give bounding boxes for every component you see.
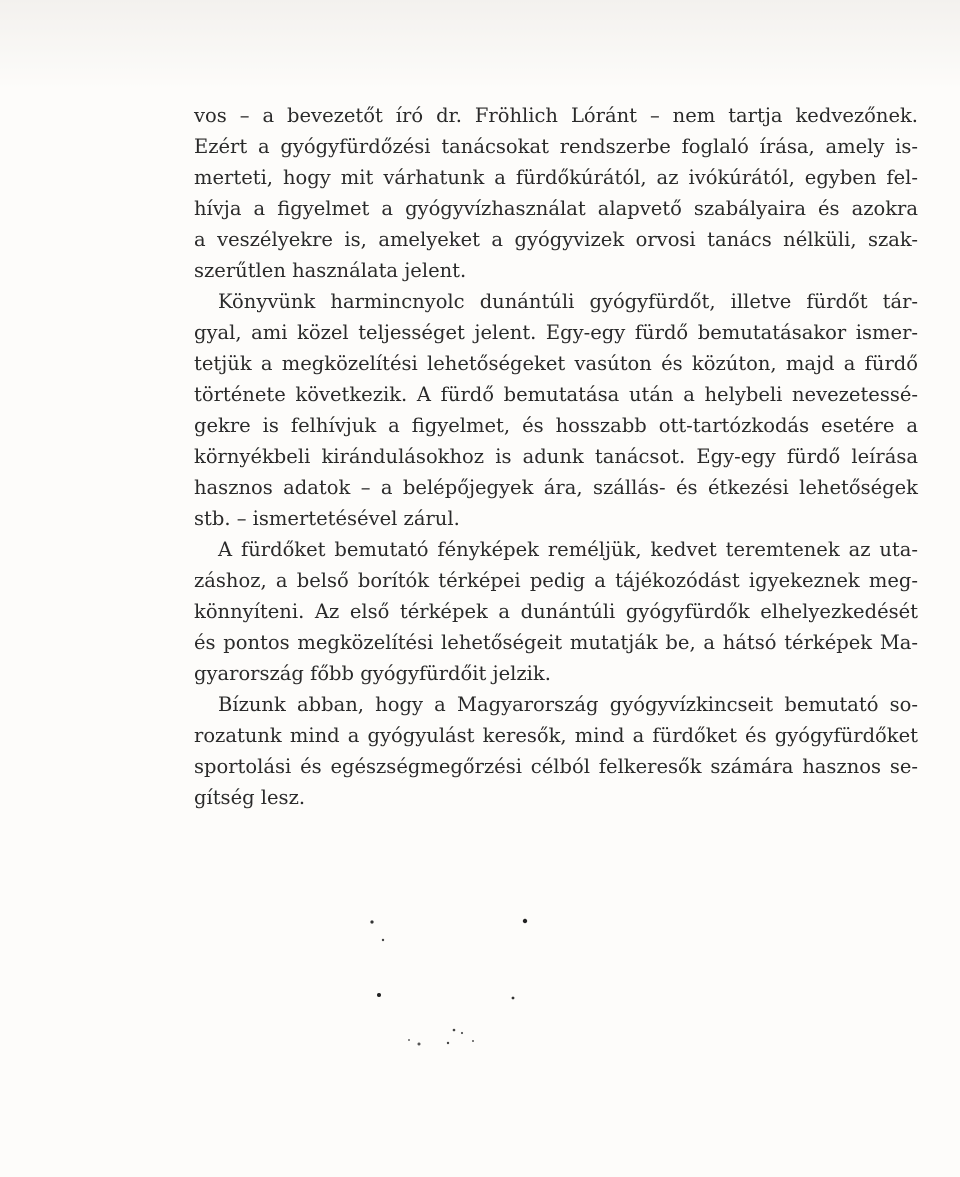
text-line: gyal, ami közel teljességet jelent. Egy-egy fürdő bemutatásakor ismer-	[194, 321, 918, 344]
text-line: gekre is felhívjuk a figyelmet, és hosszabb ott-tartózkodás esetére a	[194, 414, 918, 437]
text-line: a veszélyekre is, amelyeket a gyógyvizek orvosi tanács nélküli, szak-	[194, 228, 918, 251]
text-line: stb. – ismertetésével zárul.	[194, 507, 460, 530]
text-line: záshoz, a belső borítók térképei pedig a tájékozódást igyekeznek meg-	[194, 569, 918, 592]
speck	[453, 1029, 456, 1032]
speck	[447, 1042, 449, 1044]
text-line: Ezért a gyógyfürdőzési tanácsokat rendszerbe foglaló írása, amely is-	[194, 135, 918, 158]
text-line: története következik. A fürdő bemutatása után a helybeli nevezetessé-	[194, 383, 918, 406]
text-line: merteti, hogy mit várhatunk a fürdőkúrától, az ivókúrától, egyben fel-	[194, 166, 918, 189]
text-line: tetjük a megközelítési lehetőségeket vasúton és közúton, majd a fürdő	[194, 352, 918, 375]
text-line: és pontos megközelítési lehetőségeit mutatják be, a hátsó térképek Ma-	[194, 631, 918, 654]
text-line: Bízunk abban, hogy a Magyarország gyógyvízkincseit bemutató so-	[218, 693, 918, 716]
text-line: gyarország főbb gyógyfürdőit jelzik.	[194, 662, 551, 685]
speck	[370, 920, 373, 923]
speck	[523, 919, 527, 923]
text-line: Könyvünk harmincnyolc dunántúli gyógyfürdőt, illetve fürdőt tár-	[218, 290, 918, 313]
speck	[472, 1040, 474, 1042]
speck	[382, 939, 384, 941]
text-line: szerűtlen használata jelent.	[194, 259, 467, 282]
text-line: hívja a figyelmet a gyógyvízhasználat alapvető szabályaira és azokra	[194, 197, 918, 220]
text-line: vos – a bevezetőt író dr. Fröhlich Lóránt – nem tartja kedvezőnek.	[194, 104, 918, 127]
speck	[377, 993, 381, 997]
speck	[418, 1043, 421, 1046]
text-line: könnyíteni. Az első térképek a dunántúli gyógyfürdők elhelyezkedését	[194, 600, 918, 623]
speck	[512, 997, 515, 1000]
speck	[408, 1039, 410, 1041]
text-line: hasznos adatok – a belépőjegyek ára, szállás- és étkezési lehetőségek	[194, 476, 918, 499]
text-line: rozatunk mind a gyógyulást keresők, mind a fürdőket és gyógyfürdőket	[194, 724, 918, 747]
text-line: környékbeli kirándulásokhoz is adunk tanácsot. Egy-egy fürdő leírása	[194, 445, 918, 468]
text-line: sportolási és egészségmegőrzési célból felkeresők számára hasznos se-	[194, 755, 918, 778]
text-line: gítség lesz.	[194, 786, 306, 809]
speck	[461, 1032, 463, 1034]
text-line: A fürdőket bemutató fényképek reméljük, kedvet teremtenek az uta-	[218, 538, 918, 561]
